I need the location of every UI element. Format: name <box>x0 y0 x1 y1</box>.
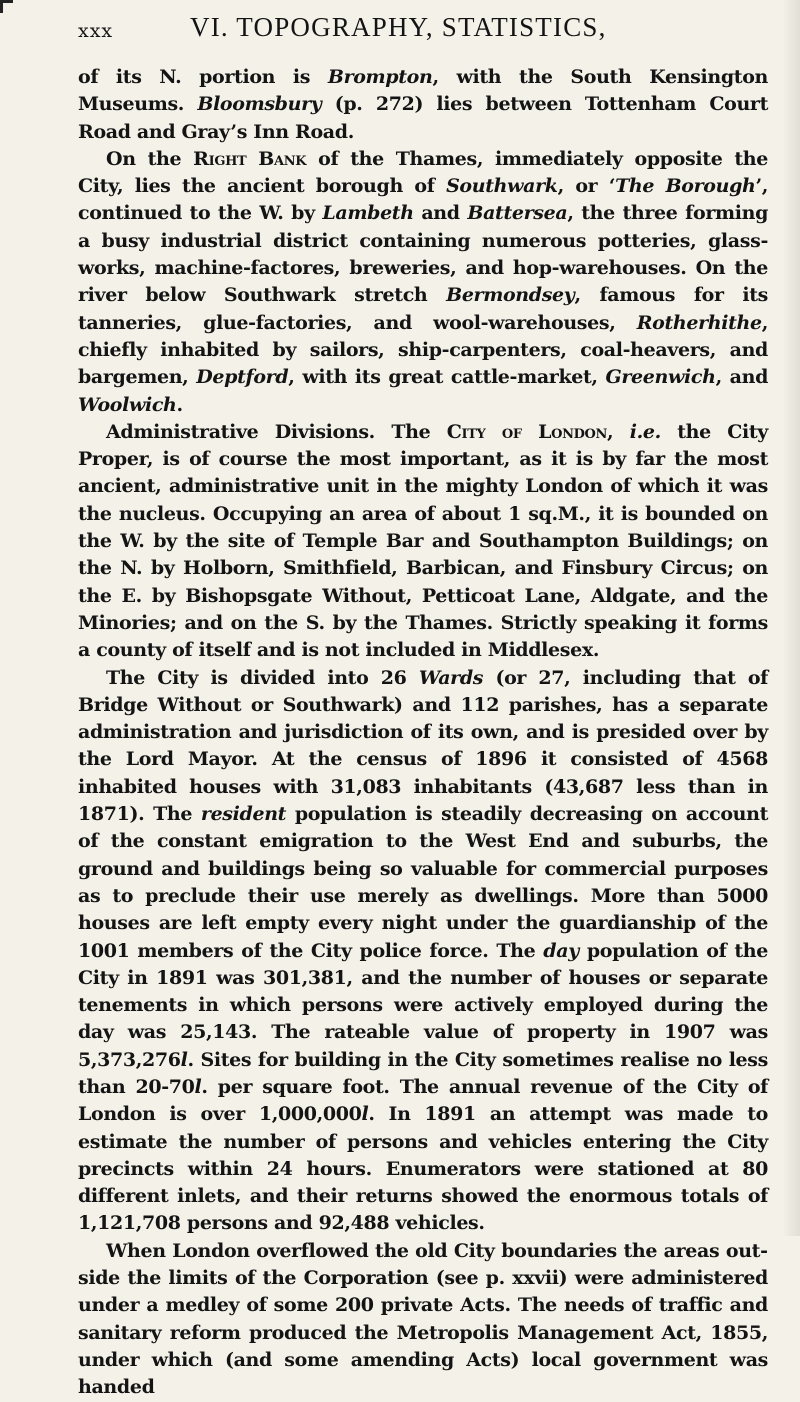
italic-text: Rotherhithe <box>636 311 762 334</box>
corner-mark <box>0 0 13 13</box>
chapter-heading: VI. TOPOGRAPHY, STATISTICS, <box>190 12 607 42</box>
text-run: The City is divided into 26 <box>106 666 419 689</box>
text-run: , and <box>715 366 769 389</box>
small-caps-text: Right Bank <box>193 147 307 170</box>
text-run: . per square foot. The annual revenue of the City of London is over 1,000,000 <box>78 1075 768 1126</box>
text-run: , <box>607 420 630 443</box>
italic-text: resident <box>200 803 287 826</box>
text-run: (p. 272) lies between Tottenham Court Road and Gray’s Inn Road. <box>78 93 768 143</box>
paragraph-brompton <box>78 64 768 146</box>
text-run: On the <box>106 147 194 170</box>
paragraph-administrative-divisions <box>78 419 768 665</box>
paragraph-metropolis-management <box>78 1238 768 1402</box>
italic-text: Southwark <box>446 175 558 198</box>
italic-text: l <box>180 1048 188 1071</box>
italic-text: Brompton <box>327 66 433 88</box>
text-run: , famous for its tanneries, glue-factories, and wool-warehouses, <box>78 284 768 334</box>
body-text <box>78 64 768 1402</box>
text-run: Administrative Divisions. The <box>106 420 447 443</box>
text-run: , or ‘ <box>557 175 616 198</box>
italic-text: Lambeth <box>322 202 414 225</box>
text-run: , chiefly inhabited by sailors, ship-carpenters, coal-heavers, and bargemen, <box>78 311 768 389</box>
paragraph-right-bank <box>78 146 768 419</box>
text-run: population is steadily decreasing on account of the constant emigration to the West End and suburbs, the ground and buildings being so valuable for commercial purposes as to preclude their use merely as dwellings. More than 5000 houses are left empty every night under the guardianship of the 1001 members of the City police force. The <box>78 803 769 962</box>
text-run: , with its great cattle-market, <box>288 366 606 389</box>
italic-text: Greenwich <box>605 366 716 389</box>
italic-text: Wards <box>418 666 484 689</box>
text-run: . Sites for building in the City sometimes realise no less than 20-70 <box>78 1048 768 1098</box>
text-run: (or 27, including that of Bridge Without or Southwark) and 112 parishes, has a separate administration and jurisdiction of its own, and is presided over by the Lord Mayor. At the census of 1896 it consisted of 4568 inhabited houses with 31,083 inhabitants (43,687 less than in 1871). The <box>78 666 768 826</box>
text-run: . In 1891 an attempt was made to estimate the number of persons and vehicles entering the City precincts within 24 hours. Enumerators were stationed at 80 different inlets, and their returns showed the enormous totals of 1,121,708 persons and 92,488 vehicles. <box>78 1103 768 1235</box>
italic-text: Deptford <box>196 366 289 389</box>
page-edge-shadow <box>782 0 800 1236</box>
text-run: ’, continued to the W. by <box>78 175 768 225</box>
italic-text: i.e. <box>629 420 661 443</box>
italic-text: Woolwich <box>78 393 177 416</box>
text-run: and <box>413 202 468 225</box>
text-run: When London overflowed the old City boundaries the areas outside the limits of the Corporation (see p. xxvii) were administered under a medley of some 200 private Acts. The needs of traffic and sanitary reform produced the Metropolis Management Act, 1855, under which (and some amending Acts) local government was handed <box>78 1239 768 1399</box>
page-number: xxx <box>78 20 114 42</box>
text-run: , with the South Kensington Museums. <box>78 66 768 116</box>
italic-text: Bermondsey <box>446 284 575 307</box>
text-run: , the three forming a busy industrial district containing numerous potteries, glass-works, machine-factores, breweries, and hop-warehouses. On the river below Southwark stretch <box>78 202 769 307</box>
italic-text: l <box>361 1103 369 1126</box>
text-run: population of the City in 1891 was 301,381, and the number of houses or separate tenements in which persons were actively employed during the day was 25,143. The rateable value of property in 1907 was 5,373,276 <box>78 939 768 1071</box>
italic-text: The Borough <box>615 175 756 198</box>
italic-text: Battersea <box>467 202 568 225</box>
italic-text: Bloomsbury <box>197 93 322 116</box>
running-head <box>78 12 768 52</box>
italic-text: l <box>194 1075 202 1098</box>
text-run: of its N. portion is <box>78 66 328 88</box>
text-run: the City Proper, is of course the most important, as it is by far the most ancient, administrative unit in the mighty London of which it was the nucleus. Occupying an area of about 1 sq.M., it is bounded on the W. by the site of Temple Bar and Southampton Buildings; on the N. by Holborn, Smithfield, Barbican, and Finsbury Circus; on the E. by Bishopsgate Without, Petticoat Lane, Aldgate, and the Minories; and on the S. by the Thames. Strictly speaking it forms a county of itself and is not included in Middlesex. <box>78 420 768 662</box>
italic-text: day <box>543 939 579 962</box>
paragraph-city-wards <box>78 665 768 1238</box>
text-run: . <box>176 393 183 416</box>
text-run: of the Thames, immediately opposite the City, lies the ancient borough of <box>78 147 768 198</box>
small-caps-text: City of London <box>446 420 608 443</box>
